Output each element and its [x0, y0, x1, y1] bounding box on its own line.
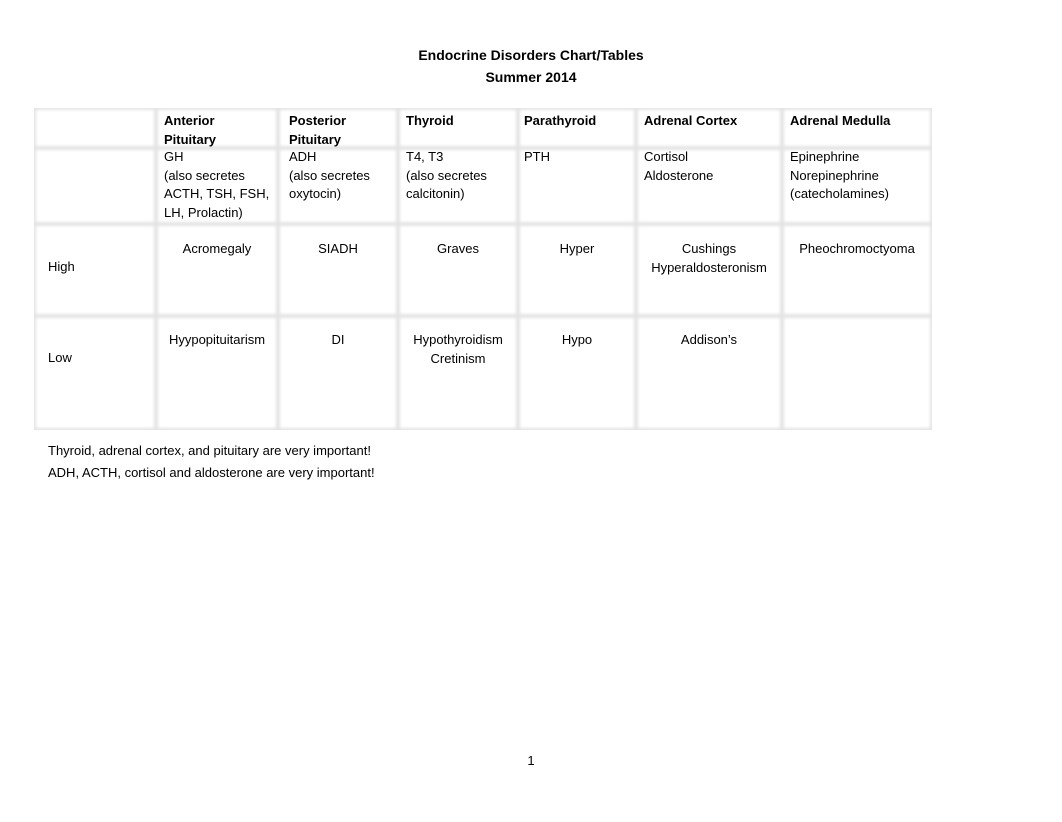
- hormone-cell: T4, T3: [406, 149, 444, 164]
- disorder-cell: Acromegaly: [182, 241, 252, 256]
- row-label: Low: [48, 350, 72, 365]
- disorder-cell: Hyypopituitarism: [168, 332, 266, 347]
- table-cell: [38, 152, 152, 220]
- hormone-cell: calcitonin): [406, 186, 465, 201]
- disorder-cell: Graves: [437, 241, 479, 256]
- column-header: Pituitary: [289, 131, 342, 147]
- hormone-cell: Epinephrine: [790, 149, 860, 164]
- page-number: 1: [527, 753, 535, 768]
- hormone-cell: (catecholamines): [790, 186, 889, 201]
- disorder-cell: Addison’s: [680, 332, 738, 347]
- hormone-cell: Norepinephrine: [790, 167, 879, 183]
- hormone-cell: (also secretes: [164, 167, 245, 183]
- disorder-cell: Hypothyroidism: [413, 332, 503, 347]
- column-header: Thyroid: [406, 113, 454, 128]
- hormone-cell: (also secretes: [289, 167, 370, 183]
- row-label: High: [48, 259, 75, 274]
- column-header: Posterior: [289, 113, 347, 128]
- table-cell: [38, 320, 152, 426]
- note-2: ADH, ACTH, cortisol and aldosterone are very important!: [48, 465, 375, 480]
- document-subtitle: Summer 2014: [485, 69, 577, 85]
- note-1: Thyroid, adrenal cortex, and pituitary are very important!: [48, 443, 371, 458]
- disorder-cell: Hypo: [561, 332, 593, 347]
- column-header: Anterior: [164, 113, 215, 128]
- hormone-cell: Aldosterone: [644, 167, 714, 183]
- hormone-cell: Cortisol: [644, 149, 689, 164]
- hormone-cell: (also secretes: [406, 167, 487, 183]
- endocrine-table: [34, 108, 932, 430]
- disorder-cell: Hyper: [559, 241, 595, 256]
- table-cell: [786, 320, 928, 426]
- hormone-cell: oxytocin): [289, 186, 342, 201]
- table-cell: [38, 112, 152, 144]
- column-header: Parathyroid: [524, 113, 597, 128]
- disorder-cell: DI: [331, 332, 345, 347]
- hormone-cell: ADH: [289, 149, 317, 164]
- hormone-cell: PTH: [524, 149, 550, 164]
- column-header: Pituitary: [164, 131, 217, 147]
- disorder-cell: Cretinism: [430, 350, 486, 366]
- hormone-cell: LH, Prolactin): [164, 204, 243, 220]
- hormone-cell: GH: [164, 149, 184, 164]
- disorder-cell: Hyperaldosteronism: [651, 259, 767, 275]
- disorder-cell: Cushings: [681, 241, 737, 256]
- disorder-cell: Pheochromoctyoma: [799, 241, 915, 256]
- document-title: Endocrine Disorders Chart/Tables: [418, 47, 644, 63]
- hormone-cell: ACTH, TSH, FSH,: [164, 186, 270, 201]
- disorder-cell: SIADH: [318, 241, 358, 256]
- column-header: Adrenal Medulla: [790, 113, 891, 128]
- column-header: Adrenal Cortex: [644, 113, 738, 128]
